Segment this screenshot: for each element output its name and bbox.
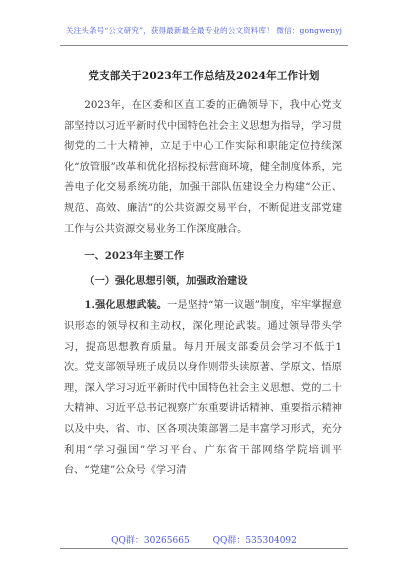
footer-qq-2: QQ群：535304092 [212, 536, 297, 546]
document-body [64, 96, 342, 482]
document-title: 党支部关于2023年工作总结及2024年工作计划 [88, 70, 320, 82]
section-heading: 一、2023年主要工作 [84, 250, 185, 263]
header-divider [60, 45, 348, 46]
item-text: 一是坚持“第一议题”制度，牢牢掌握意识形态的领导权和主动权，深化理论武装。通过领导带头学习，提高思想教育质量。每月开展支部委员会学习不低于1次。党支部领导班子成员以身作则带头读原著、学原文、悟原理，深入学习习近平新时代中国特色社会主义思想、党的二十大精神、习近平总书记视察广东重要讲话精神、重要指示精神以及中央、省、市、区各项决策部署二是丰富学习形式，充分利用“学习强国”学习平台、广东省干部网络学院培训平台、“党建”公众号《学习清 [64, 300, 342, 477]
subsection-heading: （一）强化思想引领，加强政治建设 [84, 274, 248, 287]
footer-qq-1: QQ群：30265665 [111, 536, 190, 546]
footer-contacts [0, 533, 408, 546]
intro-paragraph: 2023年，在区委和区直工委的正确领导下，我中心党支部坚持以习近平新时代中国特色社会主义思想为指导，学习贯彻党的二十大精神，立足于中心工作实际和职能定位持续深化“放管服”改革和优化招标投标营商环境，健全制度体系，完善电子化交易系统功能，加强干部队伍建设全力构建“公正、规范、高效、廉洁”的公共资源交易平台，不断促进支部党建工作与公共资源交易业务工作深度融合。 [64, 100, 342, 235]
footer-divider [60, 548, 348, 549]
item-paragraph [64, 295, 342, 481]
item-lead: 1.强化思想武装。 [84, 299, 168, 312]
header-banner: 关注头条号“公文研究”，获得最新最全最专业的公文资料库！ 微信：gongwenyj [65, 26, 343, 35]
